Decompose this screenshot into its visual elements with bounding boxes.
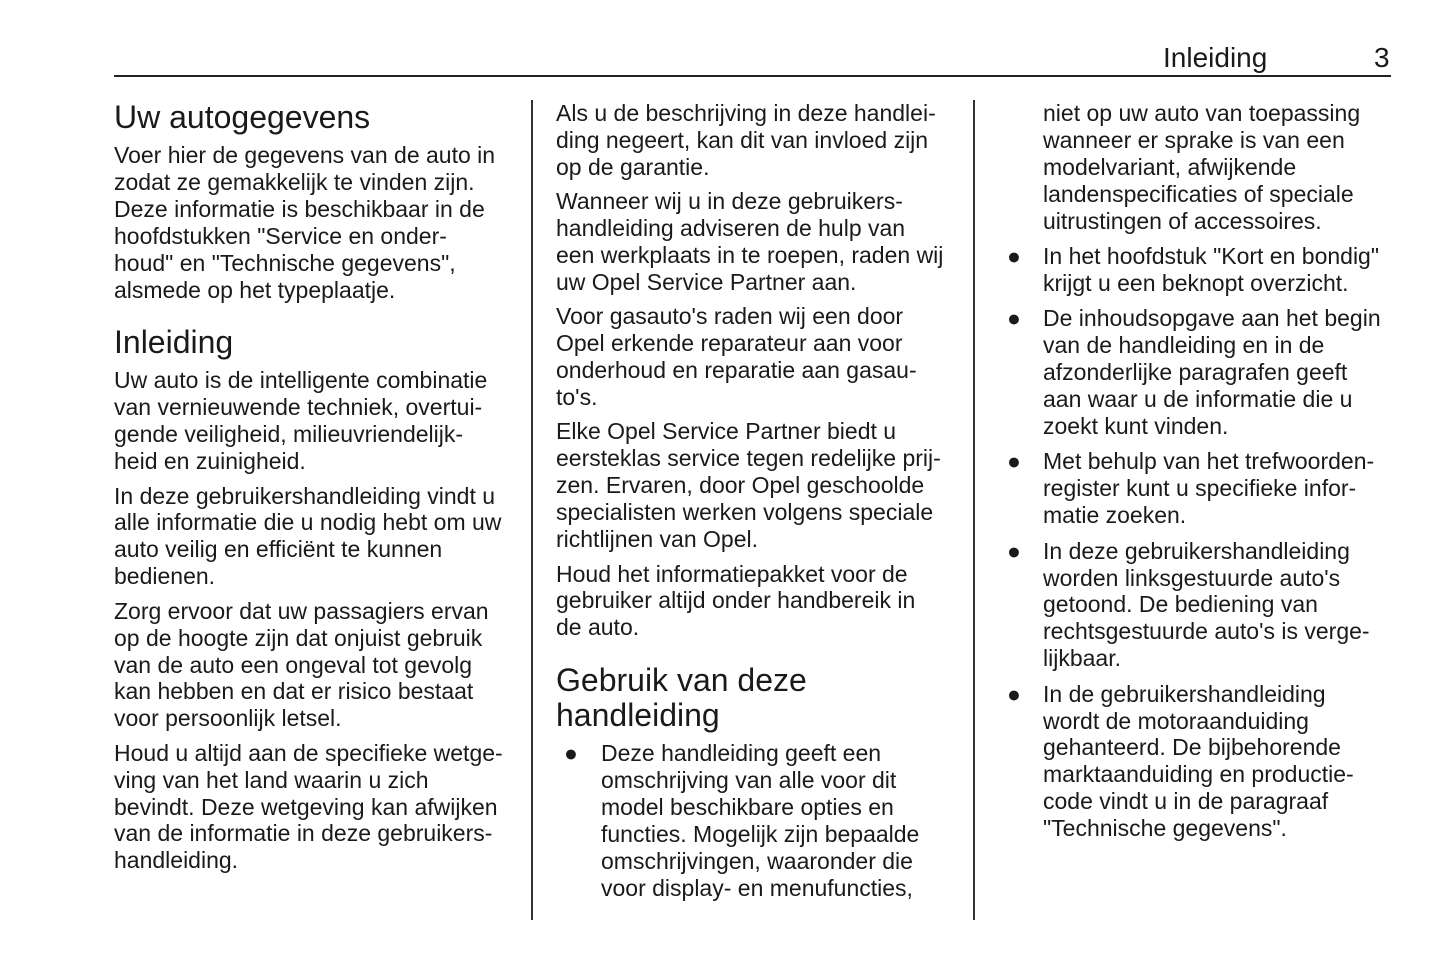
text-line: landenspecificaties of speciale xyxy=(1043,180,1354,207)
bullet-icon: ● xyxy=(564,740,578,767)
bullet-icon: ● xyxy=(1007,305,1021,332)
text-line: Met behulp van het trefwoorden- xyxy=(1043,448,1375,475)
column-1 xyxy=(114,100,519,882)
column-3 xyxy=(1005,100,1400,851)
text-line: aan waar u de informatie die u xyxy=(1043,386,1353,413)
text-line: niet op uw auto van toepassing xyxy=(1043,100,1361,126)
text-line: heid en zuinigheid. xyxy=(114,448,306,475)
text-line: uw Opel Service Partner aan. xyxy=(556,268,857,295)
text-line: zodat ze gemakkelijk te vinden zijn. xyxy=(114,168,475,195)
text-line: zoekt kunt vinden. xyxy=(1043,412,1229,439)
bullet-item xyxy=(1005,681,1400,842)
text-line: Houd het informatiepakket voor de xyxy=(556,560,908,587)
bullet-item xyxy=(1005,305,1400,440)
text-line: modelvariant, afwijkende xyxy=(1043,153,1297,180)
text-line: handleiding adviseren de hulp van xyxy=(556,215,906,242)
text-line: houd" en "Technische gegevens", xyxy=(114,249,456,276)
text-line: kan hebben en dat er risico bestaat xyxy=(114,678,474,705)
text-line: eersteklas service tegen redelijke prij- xyxy=(556,445,941,472)
text-line: De inhoudsopgave aan het begin xyxy=(1043,305,1381,332)
text-line: van de informatie in deze gebruikers- xyxy=(114,820,493,847)
bullet-icon: ● xyxy=(1007,680,1021,707)
text-line: ving van het land waarin u zich xyxy=(114,766,429,793)
section-heading: Inleiding xyxy=(114,324,234,361)
column-divider xyxy=(973,100,975,920)
text-line: Voor gasauto's raden wij een door xyxy=(556,303,904,330)
bullet-item xyxy=(556,740,961,901)
paragraph xyxy=(114,740,519,875)
text-line: getoond. De bediening van xyxy=(1043,591,1318,618)
bullet-item xyxy=(1005,448,1400,529)
text-line: handleiding xyxy=(556,697,720,734)
text-line: voor persoonlijk letsel. xyxy=(114,705,342,732)
text-line: alsmede op het typeplaatje. xyxy=(114,276,396,303)
text-line: gende veiligheid, milieuvriendelijk- xyxy=(114,421,464,448)
paragraph xyxy=(556,303,961,411)
text-line: Uw auto is de intelligente combinatie xyxy=(114,367,488,394)
page-number: 3 xyxy=(1374,42,1390,73)
bullet-item xyxy=(1005,243,1400,297)
header-rule xyxy=(114,75,1391,77)
text-line: Opel erkende reparateur aan voor xyxy=(556,330,903,357)
text-line: lijkbaar. xyxy=(1043,645,1121,672)
text-line: "Technische gegevens". xyxy=(1043,815,1287,842)
paragraph xyxy=(114,367,519,475)
paragraph xyxy=(114,598,519,733)
text-line: register kunt u specifieke infor- xyxy=(1043,475,1357,502)
text-line: gehanteerd. De bijbehorende xyxy=(1043,734,1341,761)
bullet-text xyxy=(1043,243,1400,297)
text-line: gebruiker altijd onder handbereik in xyxy=(556,587,916,614)
bullet-icon: ● xyxy=(1007,243,1021,270)
text-line: een werkplaats in te roepen, raden wij xyxy=(556,242,944,269)
text-line: rechtsgestuurde auto's is verge- xyxy=(1043,618,1370,645)
text-line: richtlijnen van Opel. xyxy=(556,526,758,553)
section-heading: Uw autogegevens xyxy=(114,99,371,135)
section-heading xyxy=(556,663,961,733)
text-line: uitrustingen of accessoires. xyxy=(1043,207,1322,234)
text-line: In het hoofdstuk "Kort en bondig" xyxy=(1043,243,1380,270)
text-line: krijgt u een beknopt overzicht. xyxy=(1043,269,1349,296)
text-line: onderhoud en reparatie aan gasau- xyxy=(556,357,917,384)
text-line: code vindt u in de paragraaf xyxy=(1043,788,1329,815)
bullet-item xyxy=(1005,538,1400,673)
text-line: van de auto een ongeval tot gevolg xyxy=(114,651,473,678)
bullet-text xyxy=(1043,448,1400,529)
bullet-text xyxy=(1043,681,1400,842)
column-2 xyxy=(556,100,961,910)
paragraph xyxy=(556,188,961,296)
text-line: wordt de motoraanduiding xyxy=(1043,707,1309,734)
text-line: Deze informatie is beschikbaar in de xyxy=(114,195,485,222)
paragraph xyxy=(556,561,961,642)
text-line: op de garantie. xyxy=(556,153,710,180)
text-line: omschrijving van alle voor dit xyxy=(601,767,897,794)
text-line: wanneer er sprake is van een xyxy=(1043,126,1345,153)
text-line: In de gebruikershandleiding xyxy=(1043,680,1326,707)
text-line: de auto. xyxy=(556,614,640,641)
text-line: Als u de beschrijving in deze handlei- xyxy=(556,100,936,126)
bullet-text xyxy=(1043,538,1400,673)
text-line: ding negeert, kan dit van invloed zijn xyxy=(556,126,929,153)
text-line: Voer hier de gegevens van de auto in xyxy=(114,142,496,168)
text-line: model beschikbare opties en xyxy=(601,794,894,821)
bullet-icon: ● xyxy=(1007,448,1021,475)
text-line: bedienen. xyxy=(114,563,216,590)
paragraph xyxy=(114,142,519,303)
text-line: functies. Mogelijk zijn bepaalde xyxy=(601,820,920,847)
text-line: voor display- en menufuncties, xyxy=(601,874,913,901)
text-line: afzonderlijke paragrafen geeft xyxy=(1043,359,1348,386)
text-line: In deze gebruikershandleiding xyxy=(1043,537,1350,564)
text-line: omschrijvingen, waaronder die xyxy=(601,847,913,874)
text-line: alle informatie die u nodig hebt om uw xyxy=(114,509,502,536)
text-line: worden linksgestuurde auto's xyxy=(1043,564,1341,591)
text-line: bevindt. Deze wetgeving kan afwijken xyxy=(114,793,498,820)
running-header-title: Inleiding xyxy=(1163,42,1268,73)
bullet-icon: ● xyxy=(1007,537,1021,564)
bullet-text xyxy=(601,740,961,901)
text-line: Houd u altijd aan de specifieke wetge- xyxy=(114,739,503,766)
text-line: handleiding. xyxy=(114,847,239,874)
paragraph-continuation xyxy=(1005,100,1400,235)
text-line: Wanneer wij u in deze gebruikers- xyxy=(556,188,903,215)
text-line: Deze handleiding geeft een xyxy=(601,740,882,767)
text-line: Gebruik van deze xyxy=(556,662,807,699)
text-line: auto veilig en efficiënt te kunnen xyxy=(114,536,443,563)
text-line: van de handleiding en in de xyxy=(1043,332,1325,359)
text-line: Elke Opel Service Partner biedt u xyxy=(556,418,897,445)
text-line: marktaanduiding en productie- xyxy=(1043,761,1354,788)
text-line: specialisten werken volgens speciale xyxy=(556,499,934,526)
text-line: matie zoeken. xyxy=(1043,502,1187,529)
paragraph xyxy=(556,418,961,553)
paragraph xyxy=(556,100,961,181)
text-line: to's. xyxy=(556,384,598,411)
text-line: op de hoogte zijn dat onjuist gebruik xyxy=(114,624,483,651)
text-line: In deze gebruikershandleiding vindt u xyxy=(114,482,496,509)
bullet-text xyxy=(1043,305,1400,440)
text-line: van vernieuwende techniek, overtui- xyxy=(114,394,483,421)
paragraph xyxy=(114,483,519,591)
column-divider xyxy=(531,100,533,920)
text-line: Zorg ervoor dat uw passagiers ervan xyxy=(114,597,489,624)
text-line: hoofdstukken "Service en onder- xyxy=(114,222,447,249)
text-line: zen. Ervaren, door Opel geschoolde xyxy=(556,472,925,499)
